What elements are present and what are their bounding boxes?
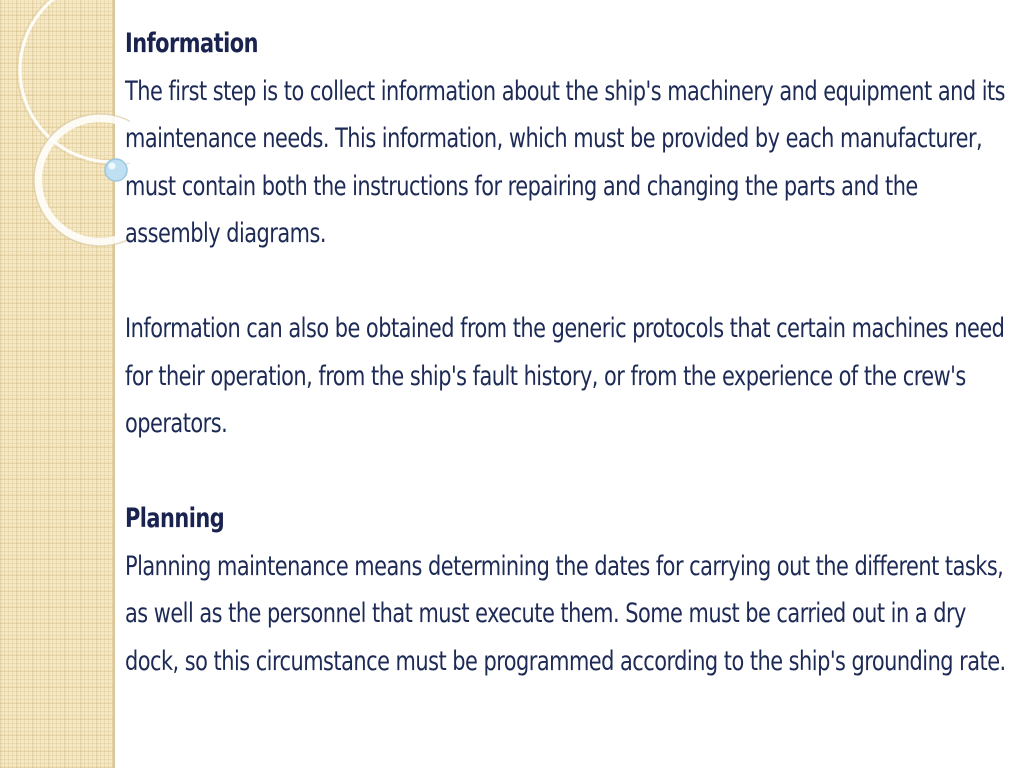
bead-highlight: [109, 163, 116, 170]
information-paragraph-1: The first step is to collect information about the ship's machinery and equipment and its maintenance needs. This information, which must be provided by each manufacturer, must contain both the instructions for repairing and changing the parts and the assembly diagrams.: [125, 75, 1006, 249]
outer-ring-shadow: [17, 0, 130, 165]
outer-ring: [20, 0, 130, 162]
section-gap: [125, 448, 1015, 496]
section-heading-planning: Planning: [125, 503, 225, 534]
paragraph-gap: [125, 258, 1015, 306]
information-paragraph-2: Information can also be obtained from the generic protocols that certain machines need for their operation, from the ship's fault history, or from the experience of the crew's operators.: [125, 313, 1005, 439]
planning-paragraph-1: Planning maintenance means determining the dates for carrying out the different tasks, as well as the personnel that must execute them. Some must be carried out in a dry dock, so this circumstance must be programmed according to the ship's grounding rate.: [125, 550, 1006, 677]
slide-content: [125, 20, 1015, 685]
decorative-rings-icon: [0, 0, 130, 260]
blue-bead-icon: [105, 159, 127, 181]
section-heading-information: Information: [125, 28, 258, 59]
